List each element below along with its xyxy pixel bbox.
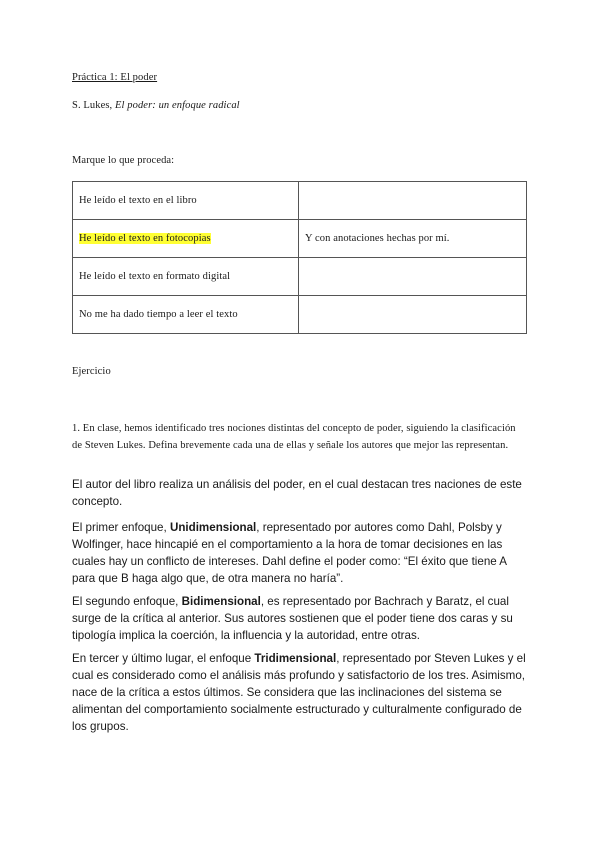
answer-paragraph bbox=[72, 593, 527, 644]
reference-work: El poder: un enfoque radical bbox=[115, 100, 240, 111]
term-unidimensional: Unidimensional bbox=[169, 521, 257, 534]
table-row bbox=[73, 258, 527, 296]
option-note: Y con anotaciones hechas por mí. bbox=[305, 233, 450, 244]
paragraph-text: , es representado por Bachrach y Baratz, el cual surge de la crítica al anterior. Sus autores sostienen que el poder tiene dos caras y su tipología implica la coerción, la influencia y la autoridad, entre otras. bbox=[72, 595, 513, 642]
table-cell-option bbox=[73, 220, 299, 258]
reading-status-table bbox=[72, 181, 527, 334]
table-cell-option bbox=[73, 182, 299, 220]
paragraph-text: , representado por autores como Dahl, Polsby y Wolfinger, hace hincapié en el comportamiento a la hora de tomar decisiones en las cuales hay un conflicto de intereses. Dahl define el poder como: “El éxito que tiene A para que B haga algo que, de otra manera no haría”. bbox=[72, 521, 507, 585]
option-label: He leído el texto en el libro bbox=[79, 195, 197, 206]
answer-paragraph bbox=[72, 519, 527, 587]
exercise-heading: Ejercicio bbox=[72, 366, 111, 377]
reference-line bbox=[72, 100, 240, 111]
table-row bbox=[73, 182, 527, 220]
table-cell-note bbox=[299, 296, 527, 334]
answer-paragraph bbox=[72, 650, 527, 735]
reference-author: S. Lukes, bbox=[72, 100, 115, 111]
paragraph-text: En tercer y último lugar, el enfoque bbox=[72, 652, 255, 665]
table-cell-note bbox=[299, 182, 527, 220]
paragraph-text: El primer enfoque, bbox=[72, 521, 170, 534]
term-bidimensional: Bidimensional bbox=[181, 595, 261, 608]
paragraph-text: El segundo enfoque, bbox=[72, 595, 182, 608]
table-cell-note bbox=[299, 220, 527, 258]
option-label: He leído el texto en formato digital bbox=[79, 271, 231, 282]
table-cell-note bbox=[299, 258, 527, 296]
table-cell-option bbox=[73, 258, 299, 296]
instruction-prompt: Marque lo que proceda: bbox=[72, 155, 175, 166]
option-label: No me ha dado tiempo a leer el texto bbox=[79, 309, 238, 320]
document-title: Práctica 1: El poder bbox=[72, 72, 158, 83]
question-text: 1. En clase, hemos identificado tres nociones distintas del concepto de poder, siguiendo la clasificación de Steven Lukes. Defina brevemente cada una de ellas y señale los autores que mejor las representan. bbox=[72, 423, 516, 451]
answer-paragraph: El autor del libro realiza un análisis del poder, en el cual destacan tres naciones de este concepto. bbox=[72, 478, 522, 508]
table-cell-option bbox=[73, 296, 299, 334]
option-label-highlighted: He leído el texto en fotocopias bbox=[79, 233, 211, 244]
paragraph-text: , representado por Steven Lukes y el cual es considerado como el análisis más profundo y satisfactorio de los tres. Asimismo, nace de la crítica a estos últimos. Se considera que las inclinaciones del sistema se alimentan del comportamiento socialmente estructurado y culturalmente configurado de los grupos. bbox=[72, 652, 526, 733]
term-tridimensional: Tridimensional bbox=[254, 652, 337, 665]
table-row bbox=[73, 296, 527, 334]
table-row bbox=[73, 220, 527, 258]
